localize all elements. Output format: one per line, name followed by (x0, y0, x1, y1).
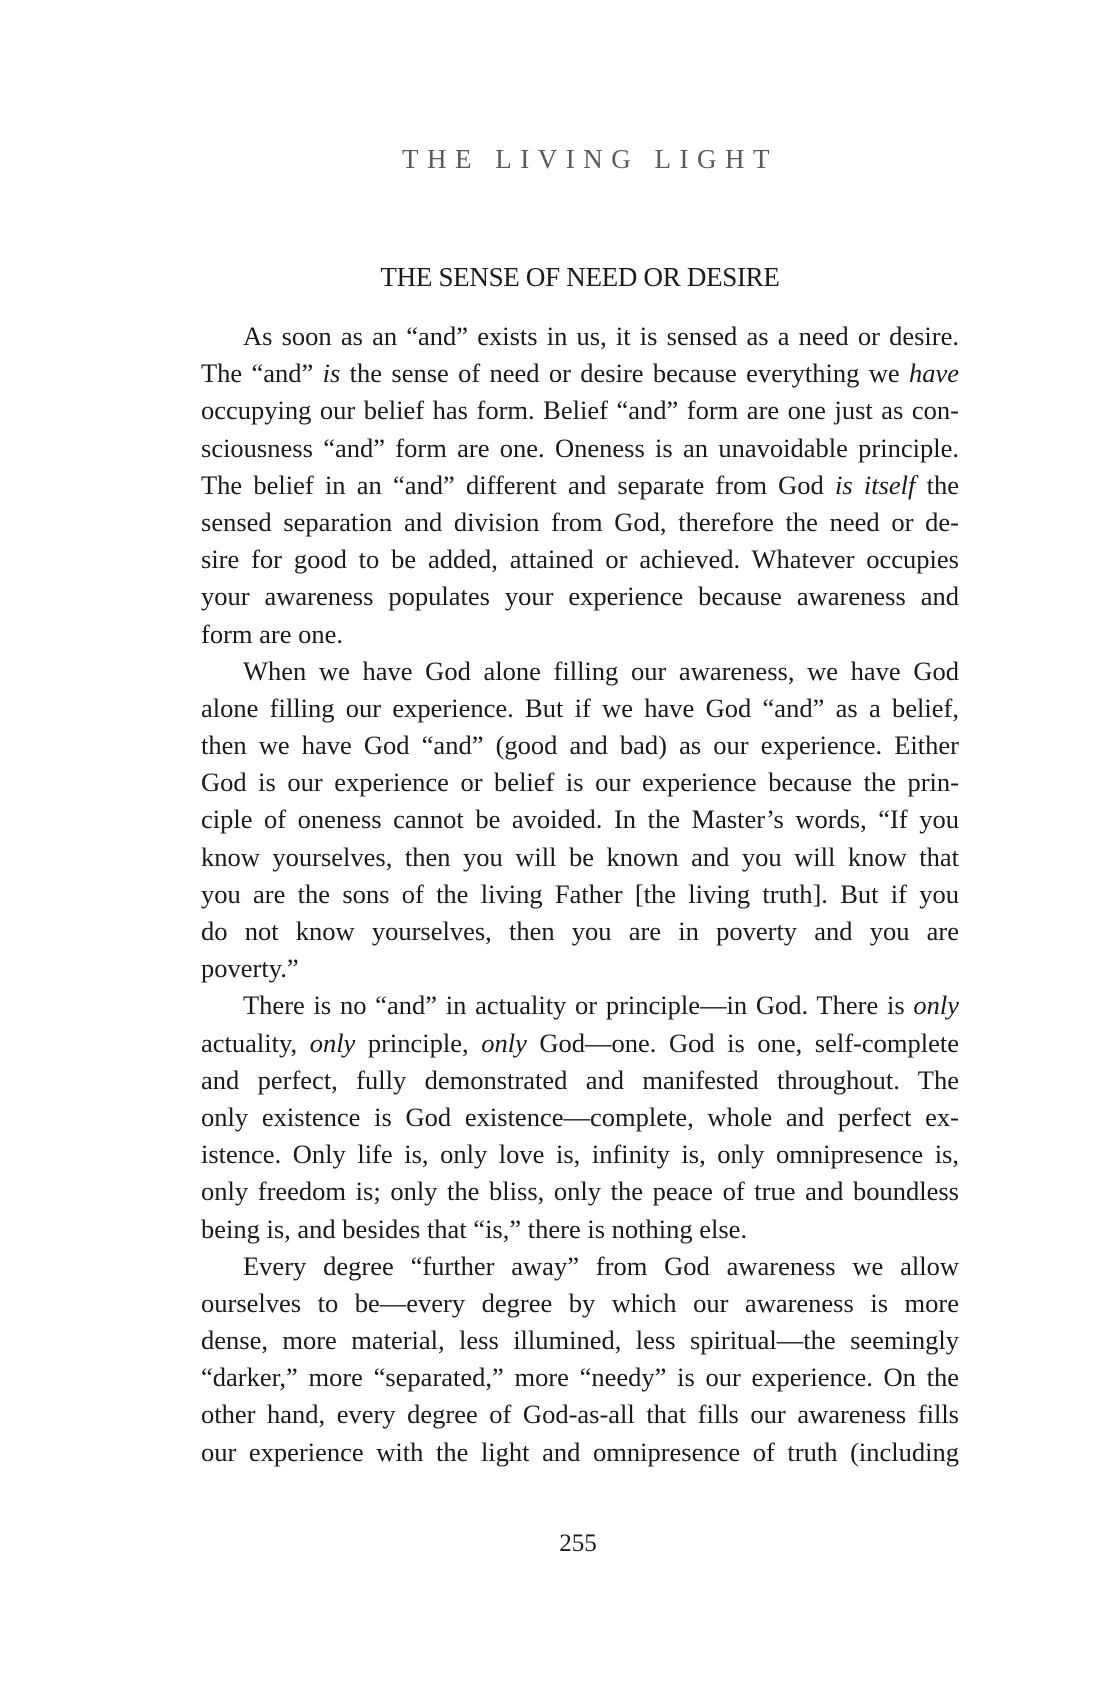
italic-text: only (309, 1027, 356, 1058)
text-segment: occupying our belief has form. Belief “and” form are one just as con- (201, 395, 959, 426)
text-segment: As soon as an “and” exists in us, it is sensed as a need or desire. (243, 321, 959, 351)
italic-text: is (322, 358, 341, 389)
text-segment: only freedom is; only the bliss, only the peace of true and boundless (201, 1176, 959, 1207)
text-line (201, 913, 959, 950)
text-segment: other hand, every degree of God-as-all that fills our awareness fills (201, 1399, 959, 1430)
text-segment: alone filling our experience. But if we have God “and” as a belief, (201, 692, 959, 723)
text-line (201, 950, 959, 987)
text-line (201, 1062, 959, 1099)
text-line (201, 1434, 959, 1471)
text-line (201, 1025, 959, 1062)
text-line (201, 1396, 959, 1433)
text-segment: the sense of need or desire because everything we (340, 358, 909, 389)
italic-text: only (481, 1027, 527, 1058)
text-segment: “darker,” more “separated,” more “needy” is our experience. On the (201, 1362, 959, 1393)
body-text (201, 318, 959, 1471)
text-segment: The belief in an “and” different and separate from God (201, 469, 835, 500)
text-segment: being is, and besides that “is,” there is nothing else. (201, 1213, 748, 1244)
text-line (201, 318, 959, 355)
text-segment: ourselves to be—every degree by which our awareness is more (201, 1287, 959, 1318)
text-line (201, 653, 959, 690)
text-segment: God is our experience or belief is our experience because the prin- (201, 767, 959, 798)
text-line (201, 467, 959, 504)
italic-text: only (913, 990, 959, 1021)
text-line (201, 504, 959, 541)
text-segment: only existence is God existence—complete, whole and perfect ex- (201, 1101, 959, 1132)
text-segment: our experience with the light and omnipresence of truth (including (201, 1436, 959, 1467)
text-segment: poverty.” (201, 953, 299, 984)
text-segment: do not know yourselves, then you are in poverty and you are (201, 916, 959, 946)
text-line (201, 1322, 959, 1359)
text-segment: sire for good to be added, attained or achieved. Whatever occupies (201, 544, 959, 575)
text-line (201, 578, 959, 615)
text-line (201, 1173, 959, 1210)
text-segment: principle, (355, 1027, 482, 1058)
text-line (201, 876, 959, 913)
running-head: THE LIVING LIGHT (402, 144, 778, 174)
text-line (201, 1359, 959, 1396)
text-segment: God—one. God is one, self-complete (526, 1027, 960, 1058)
text-segment: sensed separation and division from God, therefore the need or de- (201, 506, 959, 537)
text-segment: then we have God “and” (good and bad) as our experience. Either (201, 730, 959, 761)
text-segment: and perfect, fully demonstrated and manifested throughout. The (201, 1064, 959, 1095)
text-segment: ciple of oneness cannot be avoided. In the Master’s words, “If you (201, 804, 959, 835)
text-line (201, 764, 959, 801)
text-segment: form are one. (201, 618, 343, 649)
text-line (201, 541, 959, 578)
text-segment: the (915, 469, 960, 500)
text-line (201, 1211, 959, 1248)
text-segment: istence. Only life is, only love is, infinity is, only omnipresence is, (201, 1139, 959, 1170)
text-line (201, 801, 959, 838)
text-line (201, 690, 959, 727)
text-segment: you are the sons of the living Father [the living truth]. But if you (201, 878, 959, 909)
text-line (201, 1099, 959, 1136)
text-segment: your awareness populates your experience because awareness and (201, 581, 959, 612)
text-line (201, 839, 959, 876)
text-segment: The “and” (201, 358, 323, 389)
text-line (201, 616, 959, 653)
text-line (201, 392, 959, 429)
text-line (201, 1285, 959, 1322)
text-segment: sciousness “and” form are one. Oneness is an unavoidable principle. (201, 432, 959, 463)
text-segment: dense, more material, less illumined, less spiritual—the seemingly (201, 1325, 959, 1356)
text-segment: Every degree “further away” from God awareness we allow (243, 1250, 959, 1281)
text-line (201, 355, 959, 392)
chapter-title: THE SENSE OF NEED OR DESIRE (380, 262, 780, 293)
text-segment: know yourselves, then you will be known and you will know that (201, 841, 959, 872)
text-segment: actuality, (201, 1027, 310, 1058)
text-segment: There is no “and” in actuality or principle—in God. There is (243, 990, 914, 1021)
text-line (201, 1136, 959, 1173)
text-line (201, 1248, 959, 1285)
italic-text: have (908, 358, 959, 389)
text-line (201, 430, 959, 467)
text-line (201, 987, 959, 1024)
text-line (201, 727, 959, 764)
page-number: 255 (559, 1530, 597, 1557)
text-segment: When we have God alone filling our awareness, we have God (243, 655, 959, 686)
italic-text: is itself (835, 469, 916, 500)
